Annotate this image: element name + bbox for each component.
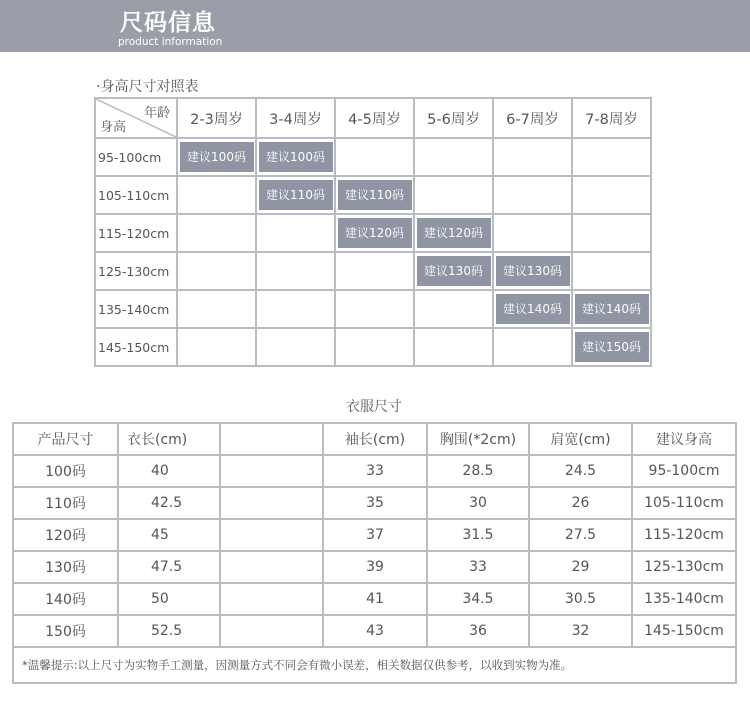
shoulder-value: 32 (529, 615, 632, 647)
sleeve-header: 袖长(cm) (323, 423, 427, 455)
size-suggestion-badge: 建议120码 (338, 218, 412, 248)
size-value: 120码 (13, 519, 118, 551)
clothes-size-table (12, 422, 737, 684)
size-suggestion-badge: 建议100码 (259, 142, 333, 172)
height-table-cell (256, 214, 335, 252)
sleeve-value: 35 (323, 487, 427, 519)
height-range-label: 135-140cm (95, 290, 177, 328)
height-range-label: 125-130cm (95, 252, 177, 290)
size-value: 110码 (13, 487, 118, 519)
clothes-table-row (13, 519, 736, 551)
age-column-header: 7-8周岁 (572, 98, 651, 138)
length-value: 42.5 (118, 487, 220, 519)
height-table-cell (414, 214, 493, 252)
suggested-height-header: 建议身高 (632, 423, 736, 455)
height-table-cell (335, 138, 414, 176)
suggested-height-value: 145-150cm (632, 615, 736, 647)
age-column-header: 4-5周岁 (335, 98, 414, 138)
height-table-cell (256, 290, 335, 328)
clothes-table-row (13, 583, 736, 615)
height-table-cell (335, 214, 414, 252)
suggested-height-value: 125-130cm (632, 551, 736, 583)
chest-value: 34.5 (427, 583, 529, 615)
size-value: 100码 (13, 455, 118, 487)
size-suggestion-badge: 建议140码 (575, 294, 649, 324)
sleeve-value: 41 (323, 583, 427, 615)
chest-value: 28.5 (427, 455, 529, 487)
measurement-note: *温馨提示:以上尺寸为实物手工测量，因测量方式不同会有微小误差，相关数据仅供参考，以收到实物为准。 (13, 647, 736, 683)
height-table-cell (414, 252, 493, 290)
header-title: 尺码信息 (120, 10, 216, 36)
suggested-height-value: 115-120cm (632, 519, 736, 551)
sleeve-value: 43 (323, 615, 427, 647)
clothes-table-body (13, 455, 736, 647)
age-column-header: 5-6周岁 (414, 98, 493, 138)
sleeve-value: 33 (323, 455, 427, 487)
height-table-cell (493, 214, 572, 252)
size-suggestion-badge: 建议120码 (417, 218, 491, 248)
size-suggestion-badge: 建议100码 (180, 142, 254, 172)
height-range-label: 145-150cm (95, 328, 177, 366)
corner-age-label: 年龄 (143, 106, 170, 121)
height-table-cell (256, 328, 335, 366)
clothes-chart-title: 衣服尺寸 (346, 399, 402, 415)
blank-cell (220, 551, 323, 583)
size-value: 130码 (13, 551, 118, 583)
age-column-header: 3-4周岁 (256, 98, 335, 138)
height-table-cell (572, 328, 651, 366)
height-table-row (95, 214, 651, 252)
length-value: 50 (118, 583, 220, 615)
blank-cell (220, 487, 323, 519)
blank-cell (220, 615, 323, 647)
height-table-cell (572, 176, 651, 214)
height-table-cell (493, 176, 572, 214)
clothes-table-header-row (13, 423, 736, 455)
shoulder-value: 30.5 (529, 583, 632, 615)
height-table-cell (177, 290, 256, 328)
length-value: 52.5 (118, 615, 220, 647)
clothes-table-row (13, 615, 736, 647)
note-row (13, 647, 736, 683)
shoulder-value: 26 (529, 487, 632, 519)
height-table-cell (493, 138, 572, 176)
height-table-row (95, 290, 651, 328)
height-size-table (94, 97, 652, 367)
height-table-cell (414, 176, 493, 214)
age-column-header: 6-7周岁 (493, 98, 572, 138)
height-table-header-row (95, 98, 651, 138)
height-table-row (95, 328, 651, 366)
height-table-cell (335, 252, 414, 290)
clothes-table-row (13, 551, 736, 583)
length-value: 40 (118, 455, 220, 487)
height-table-cell (256, 138, 335, 176)
clothes-table-row (13, 455, 736, 487)
size-suggestion-badge: 建议150码 (575, 332, 649, 362)
size-header: 产品尺寸 (13, 423, 118, 455)
size-suggestion-badge: 建议110码 (338, 180, 412, 210)
height-table-cell (177, 176, 256, 214)
height-range-label: 95-100cm (95, 138, 177, 176)
height-table-cell (414, 290, 493, 328)
sleeve-value: 39 (323, 551, 427, 583)
height-table-cell (177, 138, 256, 176)
height-table-cell (572, 290, 651, 328)
header-banner (0, 0, 750, 52)
chest-value: 36 (427, 615, 529, 647)
size-suggestion-badge: 建议130码 (496, 256, 570, 286)
blank-header (220, 423, 323, 455)
suggested-height-value: 135-140cm (632, 583, 736, 615)
height-chart-title: ·身高尺寸对照表 (96, 79, 199, 95)
height-table-cell (572, 252, 651, 290)
height-table-cell (414, 328, 493, 366)
length-value: 45 (118, 519, 220, 551)
header-subtitle: product information (118, 36, 223, 48)
shoulder-value: 24.5 (529, 455, 632, 487)
height-table-row (95, 176, 651, 214)
size-suggestion-badge: 建议130码 (417, 256, 491, 286)
size-suggestion-badge: 建议110码 (259, 180, 333, 210)
chest-value: 30 (427, 487, 529, 519)
height-table-cell (493, 252, 572, 290)
sleeve-value: 37 (323, 519, 427, 551)
height-table-cell (256, 252, 335, 290)
age-column-header: 2-3周岁 (177, 98, 256, 138)
suggested-height-value: 105-110cm (632, 487, 736, 519)
blank-cell (220, 455, 323, 487)
height-table-cell (177, 328, 256, 366)
height-table-body (95, 138, 651, 366)
height-range-label: 105-110cm (95, 176, 177, 214)
height-table-cell (493, 290, 572, 328)
shoulder-value: 27.5 (529, 519, 632, 551)
length-header: 衣长(cm) (118, 423, 220, 455)
shoulder-value: 29 (529, 551, 632, 583)
height-table-cell (572, 138, 651, 176)
height-table-cell (177, 214, 256, 252)
height-table-corner (95, 98, 177, 138)
height-table-cell (414, 138, 493, 176)
shoulder-header: 肩宽(cm) (529, 423, 632, 455)
height-table-cell (335, 176, 414, 214)
height-range-label: 115-120cm (95, 214, 177, 252)
blank-cell (220, 519, 323, 551)
length-value: 47.5 (118, 551, 220, 583)
size-suggestion-badge: 建议140码 (496, 294, 570, 324)
height-table-cell (572, 214, 651, 252)
suggested-height-value: 95-100cm (632, 455, 736, 487)
height-table-cell (335, 328, 414, 366)
chest-value: 31.5 (427, 519, 529, 551)
size-value: 140码 (13, 583, 118, 615)
chest-value: 33 (427, 551, 529, 583)
height-table-row (95, 252, 651, 290)
chest-header: 胸围(*2cm) (427, 423, 529, 455)
size-value: 150码 (13, 615, 118, 647)
clothes-table-row (13, 487, 736, 519)
height-table-cell (177, 252, 256, 290)
height-table-row (95, 138, 651, 176)
height-table-cell (335, 290, 414, 328)
corner-height-label: 身高 (100, 120, 127, 135)
blank-cell (220, 583, 323, 615)
height-table-cell (256, 176, 335, 214)
height-table-cell (493, 328, 572, 366)
